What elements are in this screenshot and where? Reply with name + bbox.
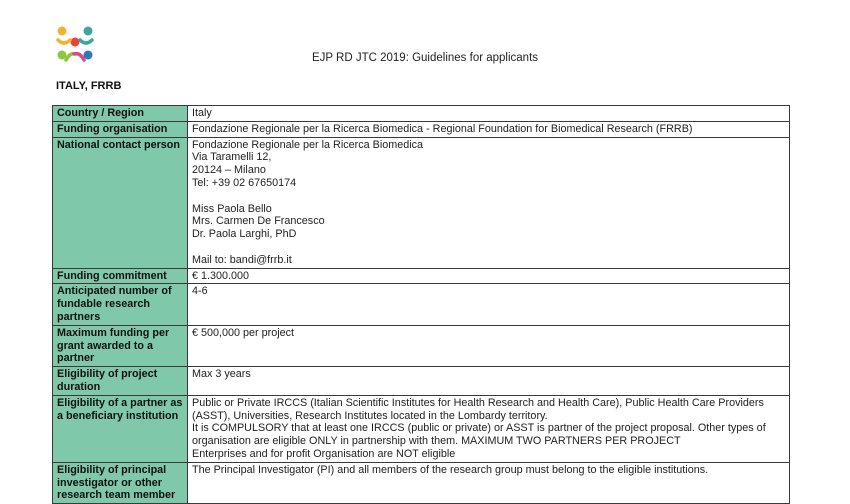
value-line: Fondazione Regionale per la Ricerca Biomedica - Regional Foundation for Biomedical Research (FRRB) [192, 122, 693, 135]
table-row-project-duration [53, 367, 790, 396]
value-line: Dr. Paola Larghi, PhD [192, 228, 297, 241]
row-label: Maximum funding per grant awarded to a partner [53, 325, 188, 366]
value-line: 20124 – Milano [192, 164, 266, 177]
value-line: 4-6 [192, 285, 208, 298]
table-row-partner-eligibility [53, 395, 790, 462]
value-line: Via Taramelli 12, [192, 151, 272, 164]
value-line: (ASST), Universities, Research Institutes located in the Lombardy territory. [192, 409, 548, 422]
logo-dot-red [71, 38, 80, 47]
row-label: Anticipated number of fundable research partners [53, 284, 188, 325]
table-row-funding-organisation [53, 121, 790, 137]
row-value [188, 268, 790, 284]
value-line: organisation are eligible ONLY in partnership with them. MAXIMUM TWO PARTNERS PER PROJECT [192, 435, 681, 448]
row-label: Funding organisation [53, 121, 188, 137]
table-row-maximum-funding [53, 325, 790, 366]
blank-line [192, 241, 785, 254]
row-value [188, 462, 790, 503]
table-row-funding-commitment [53, 268, 790, 284]
document-header-title: EJP RD JTC 2019: Guidelines for applicants [311, 52, 539, 64]
section-title: ITALY, FRRB [56, 80, 122, 92]
row-value [188, 325, 790, 366]
value-line: It is COMPULSORY that at least one IRCCS (public or private) or ASST is partner of the project proposal. Other types of [192, 422, 766, 435]
logo-arc-left [58, 40, 70, 43]
funding-info-table [52, 105, 790, 504]
value-line: Mrs. Carmen De Francesco [192, 215, 325, 228]
row-value [188, 367, 790, 396]
value-line: € 1.300.000 [192, 269, 250, 282]
logo-dot-yellow [58, 27, 67, 36]
funding-info-table-body [53, 106, 790, 504]
row-label: Eligibility of a partner as a beneficiary institution [53, 395, 188, 462]
row-value [188, 395, 790, 462]
blank-line [192, 190, 785, 203]
row-label: National contact person [53, 137, 188, 268]
row-label: Eligibility of principal investigator or other research team member [53, 462, 188, 503]
value-line[interactable]: Mail to: bandi@frrb.it [192, 253, 292, 266]
table-row-anticipated-partners [53, 284, 790, 325]
value-line: Max 3 years [192, 368, 251, 381]
row-label: Country / Region [53, 106, 188, 122]
value-line: Tel: +39 02 67650174 [192, 176, 297, 189]
value-line: Miss Paola Bello [192, 202, 272, 215]
value-line: Enterprises and for profit Organisation are NOT eligible [192, 447, 456, 460]
value-line: Italy [192, 107, 212, 119]
table-row-national-contact-person [53, 137, 790, 268]
row-value [188, 284, 790, 325]
row-value [188, 106, 790, 122]
row-label: Funding commitment [53, 268, 188, 284]
row-label: Eligibility of project duration [53, 367, 188, 396]
table-row-country-region [53, 106, 790, 122]
logo-dot-teal [84, 27, 93, 36]
value-line: € 500,000 per project [192, 326, 295, 339]
row-value [188, 137, 790, 268]
logo-arc-right [80, 40, 92, 43]
table-row-pi-eligibility [53, 462, 790, 503]
row-value [188, 121, 790, 137]
value-line: Public or Private IRCCS (Italian Scientific Institutes for Health Research and Health Care), Public Health Care Providers [192, 396, 764, 409]
value-line: Fondazione Regionale per la Ricerca Biomedica [192, 138, 424, 151]
value-line: The Principal Investigator (PI) and all members of the research group must belong to the eligible institutions. [192, 463, 709, 476]
